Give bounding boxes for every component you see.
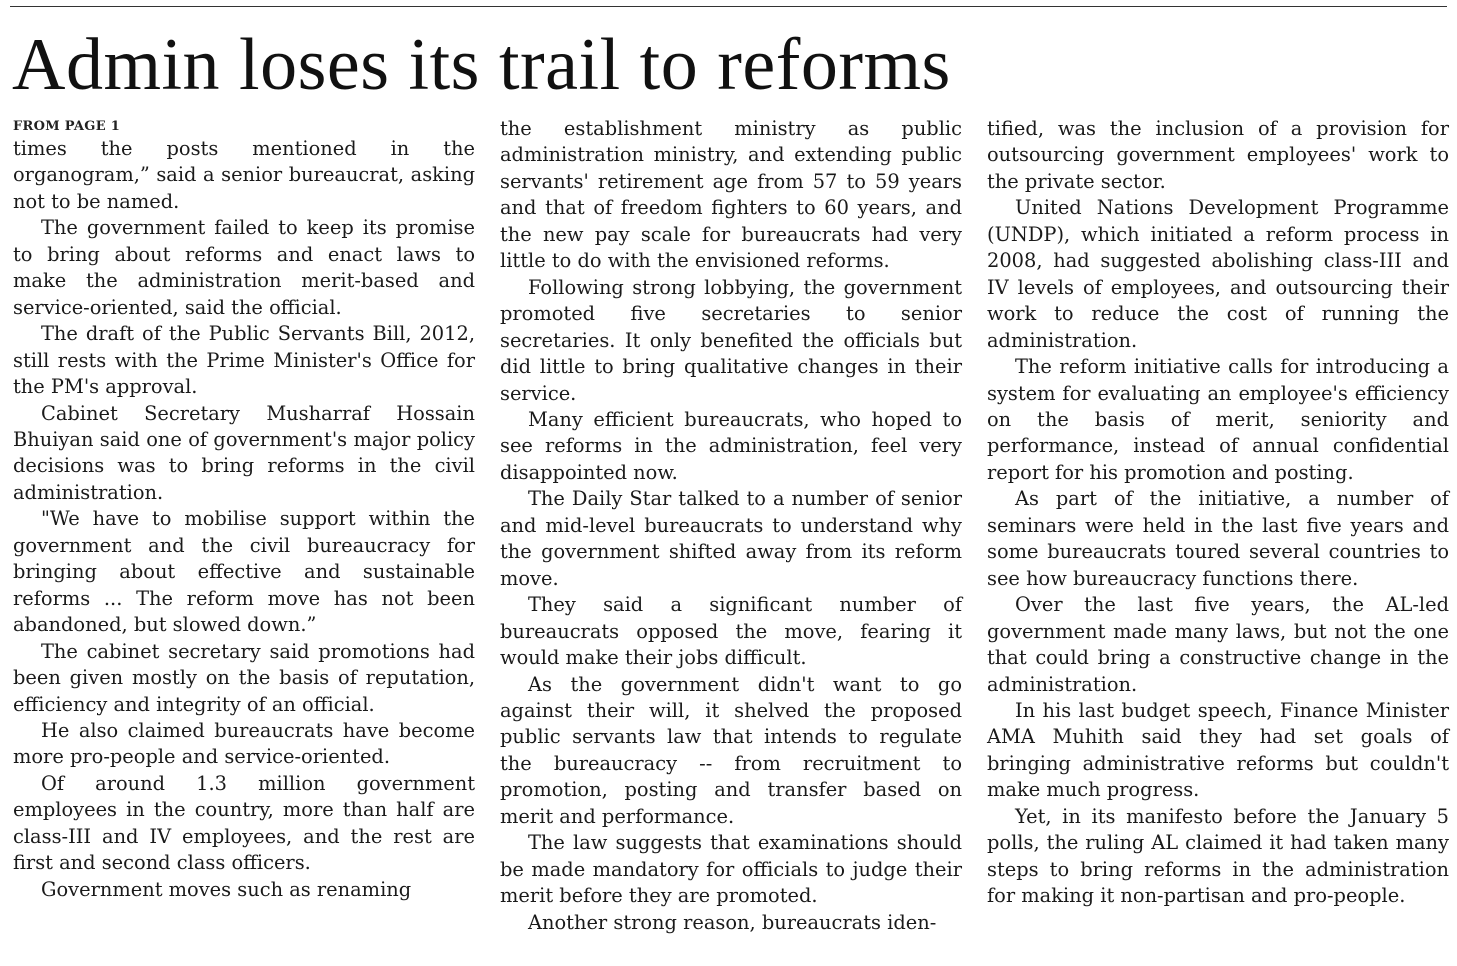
paragraph: Government moves such as renaming: [41, 877, 412, 901]
article-column-1: [13, 116, 475, 903]
paragraph: The Daily Star talked to a number of senior and mid-level bureaucrats to understand why the government shifted away from its reform move.: [500, 487, 962, 590]
article-column-3: [987, 116, 1449, 910]
paragraph: As part of the initiative, a number of seminars were held in the last five years and some bureaucrats toured several countries to see how bureaucracy functions there.: [987, 487, 1449, 590]
paragraph: Another strong reason, bureaucrats iden-: [528, 910, 937, 934]
paragraph: The cabinet secretary said promotions had been given mostly on the basis of reputation, efficiency and integrity of an official.: [13, 639, 475, 716]
paragraph: The law suggests that examinations should be made mandatory for officials to judge their merit before they are promoted.: [500, 831, 962, 908]
article-column-2: [500, 116, 962, 936]
paragraph: tified, was the inclusion of a provision for outsourcing government employees' work to the private sector.: [987, 117, 1449, 193]
paragraph: times the posts mentioned in the organogram,” said a senior bureaucrat, asking not to be named.: [13, 137, 475, 213]
article-headline: Admin loses its trail to reforms: [12, 24, 951, 106]
paragraph: The draft of the Public Servants Bill, 2012, still rests with the Prime Minister's Office for the PM's approval.: [13, 322, 475, 399]
top-rule: [10, 6, 1447, 7]
paragraph: In his last budget speech, Finance Minister AMA Muhith said they had set goals of bringing administrative reforms but couldn't make much progress.: [987, 698, 1449, 802]
paragraph: Yet, in its manifesto before the January 5 polls, the ruling AL claimed it had taken many steps to bring reforms in the administration for making it non-partisan and pro-people.: [987, 804, 1449, 908]
paragraph: As the government didn't want to go against their will, it shelved the proposed public servants law that intends to regulate the bureaucracy -- from recruitment to promotion, posting and transfer based on merit and performance.: [500, 672, 962, 828]
paragraph: United Nations Development Programme (UNDP), which initiated a reform process in 2008, had suggested abolishing class-III and IV levels of employees, and outsourcing their work to reduce the cost of running the administration.: [987, 196, 1449, 352]
paragraph: "We have to mobilise support within the government and the civil bureaucracy for bringing about effective and sustainable reforms ... The reform move has not been abandoned, but slowed down.”: [13, 507, 475, 637]
paragraph: Following strong lobbying, the government promoted five secretaries to senior secretaries. It only benefited the officials but did little to bring qualitative changes in their service.: [500, 275, 962, 405]
paragraph: Of around 1.3 million government employees in the country, more than half are class-III and IV employees, and the rest are first and second class officers.: [13, 771, 475, 875]
paragraph: Many efficient bureaucrats, who hoped to see reforms in the administration, feel very disappointed now.: [500, 407, 962, 484]
paragraph: Over the last five years, the AL-led government made many laws, but not the one that could bring a constructive change in the administration.: [987, 593, 1449, 696]
paragraph: He also claimed bureaucrats have become more pro-people and service-oriented.: [13, 718, 475, 769]
paragraph: the establishment ministry as public administration ministry, and extending public servants' retirement age from 57 to 59 years and that of freedom fighters to 60 years, and the new pay scale for bureaucrats had very little to do with the envisioned reforms.: [500, 117, 962, 273]
paragraph: The government failed to keep its promise to bring about reforms and enact laws to make the administration merit-based and service-oriented, said the official.: [13, 216, 475, 319]
paragraph: Cabinet Secretary Musharraf Hossain Bhuiyan said one of government's major policy decisions was to bring reforms in the civil administration.: [13, 401, 475, 504]
jump-kicker: FROM PAGE 1: [13, 119, 121, 134]
paragraph: They said a significant number of bureaucrats opposed the move, fearing it would make their jobs difficult.: [500, 593, 962, 670]
paragraph: The reform initiative calls for introducing a system for evaluating an employee's efficiency on the basis of merit, seniority and performance, instead of annual confidential report for his promotion and posting.: [987, 355, 1449, 484]
